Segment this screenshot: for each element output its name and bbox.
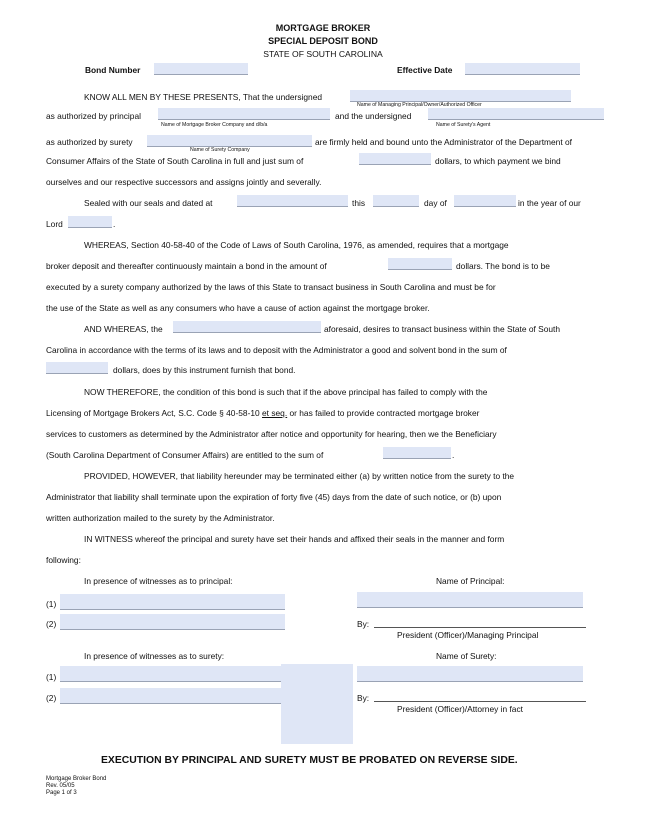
carolina-text: Carolina in accordance with the terms of its laws and to deposit with the Administrator a good and solvent bond in the sum of [46,345,507,355]
in-year-text: in the year of our [518,198,581,208]
sealed-text: Sealed with our seals and dated at [84,198,213,208]
now-line-4: (South Carolina Department of Consumer Affairs) are entitled to the sum of [46,450,324,460]
now-line-3: services to customers as determined by the Administrator after notice and opportunity for hearing, then we the Beneficiary [46,429,497,439]
bond-amount-field[interactable] [388,258,452,270]
dollars-does-text: dollars, does by this instrument furnish that bond. [113,365,296,375]
know-all-text: KNOW ALL MEN BY THESE PRESENTS, That the undersigned [84,92,323,102]
firmly-held-text: are firmly held and bound unto the Administrator of the Department of [315,137,572,147]
surety-agent-field[interactable] [428,108,604,120]
whereas-line-1: WHEREAS, Section 40-58-40 of the Code of Laws of South Carolina, 1976, as amended, requires that a mortgage [84,240,509,250]
principal-witness-2-field[interactable] [60,614,285,630]
solvent-sum-field[interactable] [46,362,108,374]
bond-number-label: Bond Number [85,65,141,75]
whereas-line-3: executed by a surety company authorized by the laws of this State to transact business in South Carolina and must be for [46,282,496,292]
effective-date-field[interactable] [465,63,580,75]
managing-principal-field[interactable] [350,90,571,102]
whereas-line-4: the use of the State as well as any consumers who have a cause of action against the mortgage broker. [46,303,430,313]
ourselves-text: ourselves and our respective successors and assigns jointly and severally. [46,177,322,187]
full-sum-field[interactable] [359,153,431,165]
and-whereas-principal-field[interactable] [173,321,321,333]
surety-agent-caption: Name of Surety's Agent [436,122,491,128]
surety-witness-2-label: (2) [46,693,57,703]
whereas-line-2b: dollars. The bond is to be [456,261,550,271]
as-authorized-surety-text: as authorized by surety [46,137,133,147]
principal-by-label: By: [357,619,370,629]
managing-principal-caption: Name of Managing Principal/Owner/Authorized Officer [357,102,482,108]
month-field[interactable] [454,195,516,207]
provided-line-2: Administrator that liability shall terminate upon the expiration of forty five (45) days from the date of such notice, or (b) upon [46,492,502,502]
provided-line-1: PROVIDED, HOWEVER, that liability hereunder may be terminated either (a) by written notice from the surety to the [84,471,515,481]
year-field[interactable] [68,216,112,228]
surety-company-field[interactable] [147,135,312,147]
president-principal-caption: President (Officer)/Managing Principal [397,630,539,640]
now-line-2b: et seq. [262,408,288,418]
surety-witness-1-label: (1) [46,672,57,682]
name-principal-label: Name of Principal: [436,576,505,586]
surety-company-caption: Name of Surety Company [190,147,250,153]
footer-line-1: Mortgage Broker Bond [46,776,107,782]
sealed-location-field[interactable] [237,195,348,207]
seal-box[interactable] [281,664,353,744]
presence-surety-label: In presence of witnesses as to surety: [84,651,225,661]
now-line-2a: Licensing of Mortgage Brokers Act, S.C. Code § 40-58-10 [46,408,263,418]
day-of-text: day of [424,198,447,208]
entitled-sum-field[interactable] [383,447,451,459]
president-surety-caption: President (Officer)/Attorney in fact [397,704,523,714]
surety-by-label: By: [357,693,370,703]
effective-date-label: Effective Date [397,65,453,75]
title-line-3: STATE OF SOUTH CAROLINA [263,49,383,59]
principal-witness-1-field[interactable] [60,594,285,610]
now-line-1: NOW THEREFORE, the condition of this bond is such that if the above principal has failed to comply with the [84,387,488,397]
witness-line-1: IN WITNESS whereof the principal and surety have set their hands and affixed their seals in the manner and form [84,534,505,544]
whereas-line-2a: broker deposit and thereafter continuously maintain a bond in the amount of [46,261,327,271]
period-mark-2: . [452,450,455,460]
this-text: this [352,198,366,208]
as-authorized-principal-text: as authorized by principal [46,111,141,121]
footer-line-2: Rev. 05/05 [46,783,75,789]
principal-witness-2-label: (2) [46,619,57,629]
principal-signature-line[interactable] [374,627,586,628]
consumer-affairs-text: Consumer Affairs of the State of South Carolina in full and just sum of [46,156,304,166]
broker-company-field[interactable] [158,108,330,120]
broker-company-caption: Name of Mortgage Broker Company and d/b/a [161,122,268,128]
name-surety-label: Name of Surety: [436,651,497,661]
footer-line-3: Page 1 of 3 [46,790,77,796]
title-line-1: MORTGAGE BROKER [275,23,371,33]
and-whereas-a: AND WHEREAS, the [84,324,163,334]
presence-principal-label: In presence of witnesses as to principal: [84,576,233,586]
bond-number-field[interactable] [154,63,248,75]
principal-witness-1-label: (1) [46,599,57,609]
title-line-2: SPECIAL DEPOSIT BOND [268,36,378,46]
and-undersigned-text: and the undersigned [335,111,412,121]
surety-name-field[interactable] [357,666,583,682]
period-mark: . [113,219,116,229]
lord-text: Lord [46,219,63,229]
execution-note: EXECUTION BY PRINCIPAL AND SURETY MUST BE PROBATED ON REVERSE SIDE. [101,755,518,766]
now-line-2c: or has failed to provide contracted mortgage broker [287,408,480,418]
dollars-payment-text: dollars, to which payment we bind [435,156,561,166]
now-line-2 [46,409,479,417]
surety-witness-2-field[interactable] [60,688,285,704]
principal-name-field[interactable] [357,592,583,608]
and-whereas-b: aforesaid, desires to transact business within the State of South [324,324,561,334]
surety-signature-line[interactable] [374,701,586,702]
witness-line-2: following: [46,555,81,565]
surety-witness-1-field[interactable] [60,666,285,682]
provided-line-3: written authorization mailed to the surety by the Administrator. [46,513,275,523]
day-field[interactable] [373,195,419,207]
